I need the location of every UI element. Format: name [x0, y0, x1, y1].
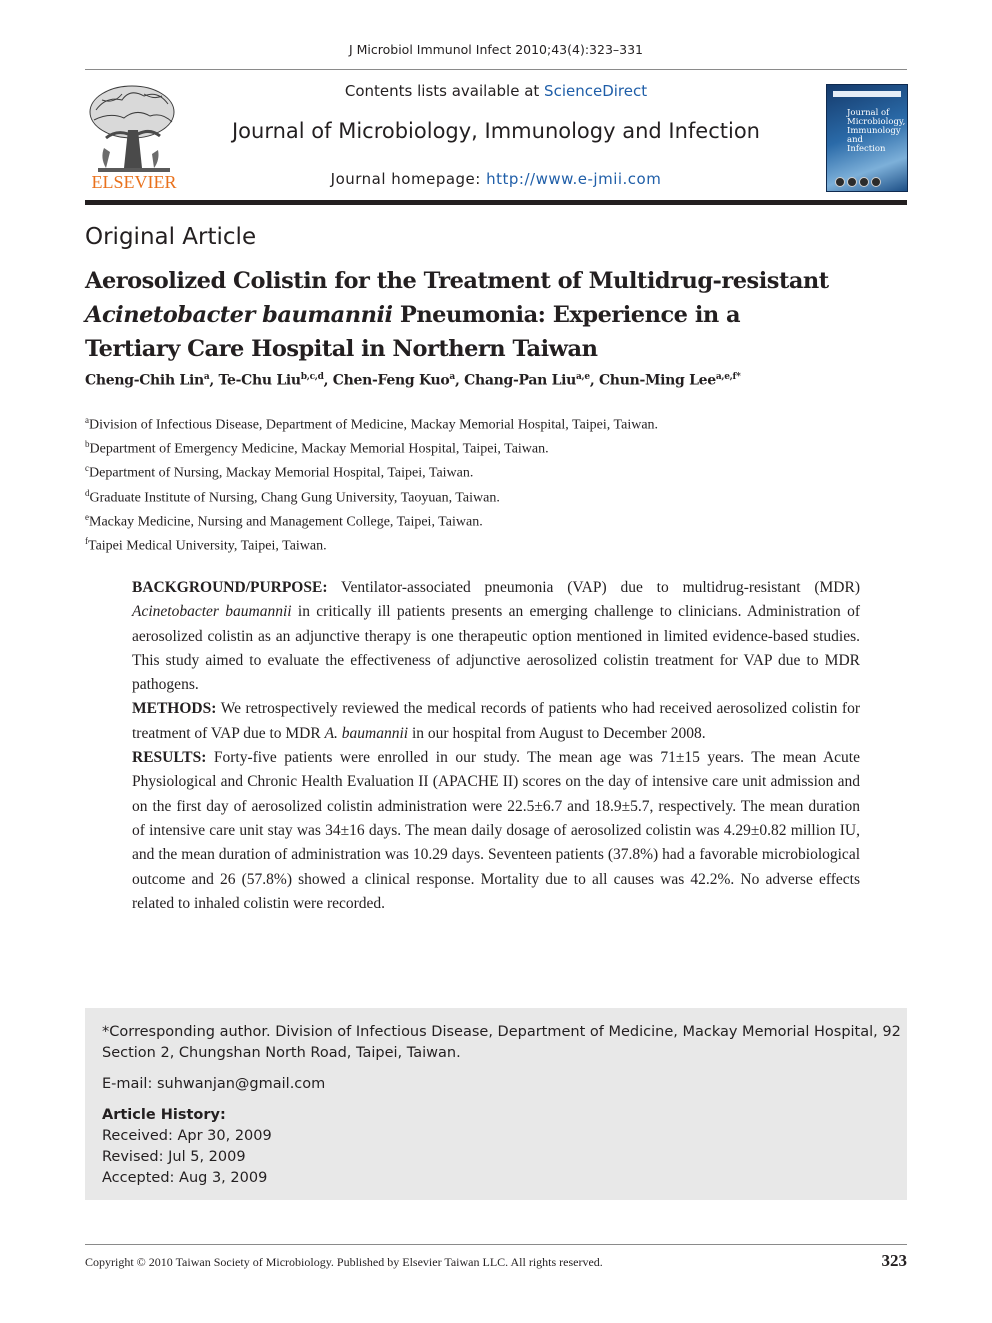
abstract-results	[132, 746, 860, 916]
abstract-text: in critically ill patients presents an emerging challenge to clinicians. Administration of aerosolized colistin as an adjunctive therapy is one therapeutic option mentioned in limited evidence-based studies. This study aimed to evaluate the effectiveness of adjunctive aerosolized colistin treatment for VAP due to MDR pathogens.	[132, 603, 860, 694]
affiliation-text: Department of Emergency Medicine, Mackay Memorial Hospital, Taipei, Taiwan.	[89, 441, 549, 457]
elsevier-wordmark: ELSEVIER	[91, 172, 177, 192]
affiliation-item	[85, 408, 905, 432]
affiliation-list	[85, 408, 905, 553]
cover-emblem-icon	[859, 177, 869, 187]
cover-title-line: and	[847, 135, 863, 145]
revised-date: Revised: Jul 5, 2009	[102, 1149, 246, 1165]
affiliation-marker: a	[85, 415, 89, 425]
affiliation-item	[85, 481, 905, 505]
cover-title-line: Microbiology,	[847, 117, 906, 127]
title-line	[85, 298, 885, 332]
author-affiliation-marker: b,c,d	[300, 372, 324, 382]
journal-name: Journal of Microbiology, Immunology and Infection	[231, 119, 760, 143]
abstract-italic-text: Acinetobacter baumannii	[132, 603, 292, 621]
author-name: Chang-Pan Liu	[464, 372, 577, 389]
abstract	[132, 576, 860, 916]
cover-title-line: Immunology	[847, 126, 901, 136]
cover-emblem-icon	[835, 177, 845, 187]
affiliation-item	[85, 456, 905, 480]
affiliation-marker: f	[85, 535, 88, 546]
affiliation-marker: d	[85, 487, 90, 498]
affiliation-marker: b	[85, 439, 90, 450]
author-name: Chun-Ming Lee	[598, 372, 716, 389]
journal-cover-thumbnail	[826, 84, 908, 192]
accepted-date: Accepted: Aug 3, 2009	[102, 1170, 268, 1186]
affiliation-marker: c	[85, 463, 89, 474]
abstract-heading: BACKGROUND/PURPOSE:	[132, 579, 328, 596]
cover-header-strip	[833, 91, 901, 97]
affiliation-item	[85, 505, 905, 529]
author-list: Cheng-Chih Lin$^a$, Te-Chu Liu$^{b,c,d}$, Chen-Feng Kuo$^a$, Chang-Pan Liu$^{a,e}$, Chun-Ming Lee$^{a,e,f*}$	[85, 372, 741, 389]
affiliation-text: Graduate Institute of Nursing, Chang Gung University, Taoyuan, Taiwan.	[89, 490, 500, 506]
author-affiliation-marker: a	[203, 372, 210, 382]
cover-title-line: Journal of	[847, 108, 890, 118]
contents-prefix: Contents lists available at	[344, 82, 545, 100]
author-affiliation-marker: a	[449, 372, 455, 382]
cover-emblem-icon	[847, 177, 857, 187]
article-type-label: Original Article	[85, 224, 257, 250]
homepage-link[interactable]: http://www.e-jmii.com	[486, 170, 662, 188]
corresponding-email: E-mail: suhwanjan@gmail.com	[102, 1076, 326, 1092]
abstract-text: in our hospital from August to December 2008.	[408, 724, 706, 742]
affiliation-text: Division of Infectious Disease, Department of Medicine, Mackay Memorial Hospital, Taipei, Taiwan.	[89, 417, 659, 433]
cover-emblem-icon	[871, 177, 881, 187]
page-number: 323	[881, 1251, 907, 1270]
corresponding-author: *Corresponding author. Division of Infectious Disease, Department of Medicine, Mackay Memorial Hospital, 92 Section 2, Chungshan North Road, Taipei, Taiwan.	[102, 1024, 901, 1061]
journal-citation: J Microbiol Immunol Infect 2010;43(4):323–331	[348, 42, 644, 57]
abstract-italic-text: A. baumannii	[324, 724, 409, 742]
abstract-background	[132, 576, 860, 697]
author-affiliation-marker: a,e	[576, 372, 590, 382]
title-line: Tertiary Care Hospital in Northern Taiwan	[85, 336, 598, 362]
copyright-notice: Copyright © 2010 Taiwan Society of Microbiology. Published by Elsevier Taiwan LLC. All rights reserved.	[85, 1255, 603, 1269]
article-title	[85, 264, 885, 366]
homepage-prefix: Journal homepage:	[330, 170, 487, 188]
article-info-box	[85, 1008, 907, 1200]
received-date: Received: Apr 30, 2009	[102, 1128, 272, 1144]
author-name: Cheng-Chih Lin	[85, 372, 204, 389]
top-divider	[85, 69, 907, 70]
author-affiliation-marker: a,e,f*	[715, 372, 741, 382]
cover-title-line: Infection	[847, 144, 886, 154]
sciencedirect-link[interactable]: ScienceDirect	[544, 82, 648, 100]
affiliation-text: Taipei Medical University, Taipei, Taiwan.	[88, 538, 327, 554]
footer-divider	[85, 1244, 907, 1245]
article-history-heading: Article History:	[102, 1107, 226, 1123]
title-species-italic: Acinetobacter baumannii	[85, 302, 393, 328]
author-name: Chen-Feng Kuo	[332, 372, 450, 389]
affiliation-item	[85, 529, 905, 553]
abstract-text: Forty-five patients were enrolled in our study. The mean age was 71±15 years. The mean Acute Physiological and Chronic Health Evaluation II (APACHE II) scores on the day of intensive care unit admission and on the first day of aerosolized colistin administration were 22.5±6.7 and 18.9±5.7, respectively. The mean duration of intensive care unit stay was 34±16 days. The mean daily dosage of aerosolized colistin was 4.29±0.82 million IU, and the mean duration of administration was 10.29 days. Seventeen patients (37.8%) had a favorable microbiological outcome and 26 (57.8%) showed a clinical response. Mortality due to all causes was 42.2%. No adverse effects related to inhaled colistin were recorded.	[132, 749, 860, 912]
abstract-methods	[132, 697, 860, 746]
affiliation-text: Mackay Medicine, Nursing and Management College, Taipei, Taiwan.	[89, 514, 483, 530]
affiliation-text: Department of Nursing, Mackay Memorial Hospital, Taipei, Taiwan.	[89, 466, 474, 482]
author-name: Te-Chu Liu	[218, 372, 301, 389]
abstract-heading: METHODS:	[132, 700, 217, 718]
affiliation-marker: e	[85, 511, 89, 522]
abstract-text: We retrospectively reviewed the medical records of patients who had received aerosolized colistin for treatment of VAP due to MDR	[132, 700, 860, 742]
cover-title	[847, 109, 905, 154]
title-line-rest: Pneumonia: Experience in a	[392, 302, 741, 328]
abstract-heading: RESULTS:	[132, 749, 207, 767]
article-history-dates	[102, 1126, 272, 1189]
header-thick-divider	[85, 200, 907, 205]
abstract-text: Ventilator-associated pneumonia (VAP) due to multidrug-resistant (MDR)	[327, 579, 860, 596]
affiliation-item	[85, 432, 905, 456]
title-line: Aerosolized Colistin for the Treatment of Multidrug-resistant	[85, 268, 829, 294]
